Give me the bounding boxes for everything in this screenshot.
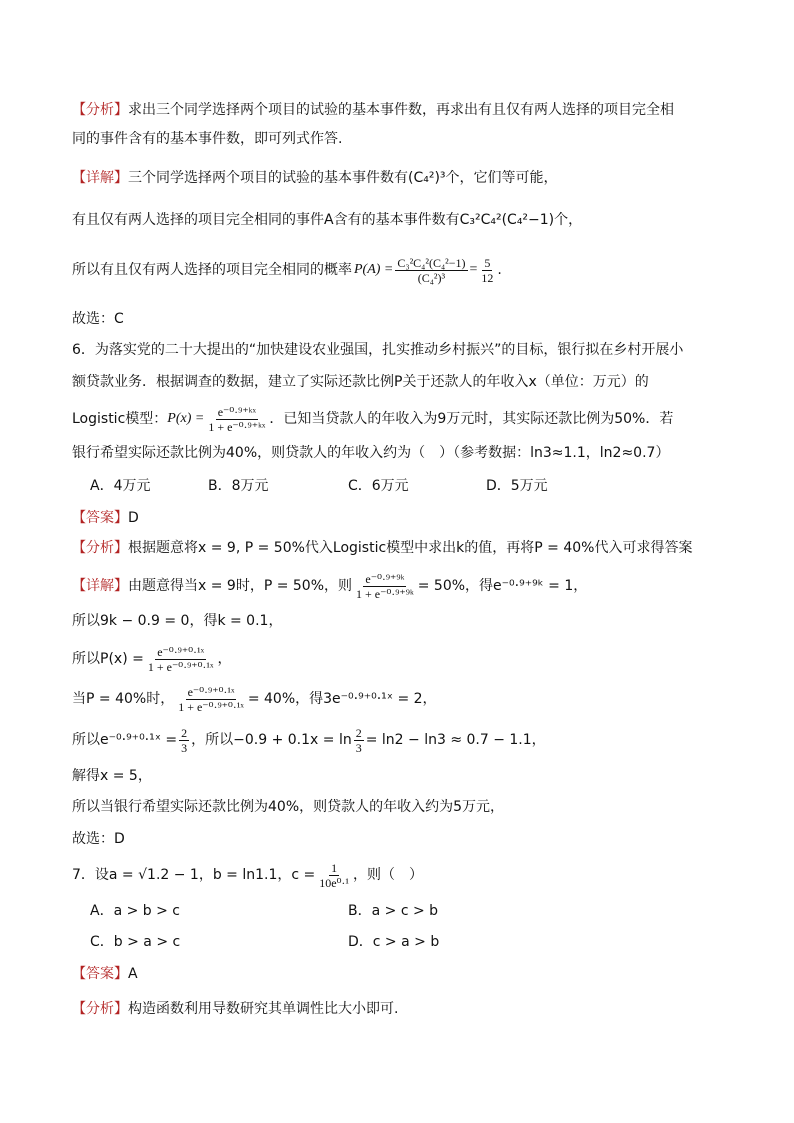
q6-detail-line-6: 解得x = 5，: [72, 768, 152, 784]
model-fraction: [206, 405, 267, 434]
q5-detail-line-1: [72, 168, 558, 188]
q6-detail-line-7: 所以当银行希望实际还款比例为40%，则贷款人的年收入约为5万元，: [72, 799, 505, 815]
answer-value: A: [128, 966, 138, 982]
q6-detail-line-1: [72, 566, 587, 606]
stem-text: ，则（ ）: [353, 867, 423, 883]
q6-detail-line-4: [72, 678, 437, 720]
detail-fraction: [176, 685, 246, 714]
probability-lhs: P(A) =: [354, 262, 394, 277]
answer-tag: 【答案】: [72, 966, 128, 982]
detail-tag: 【详解】: [72, 578, 128, 594]
q5-detail-line-2: 有且仅有两人选择的项目完全相同的事件A含有的基本事件数有C₃²C₄²(C₄²−1)个，: [72, 212, 583, 228]
fraction-numerator: C₃²C₄²(C₄²−1): [397, 255, 466, 270]
q7-option-c[interactable]: C．b > a > c: [90, 934, 181, 950]
q5-detail-line-3: [72, 250, 502, 290]
detail-text: = 50%，得e⁻⁰·⁹⁺⁹ᵏ = 1，: [417, 578, 588, 594]
detail-tag: 【详解】: [72, 170, 128, 186]
fraction-denominator: 1 + e⁻⁰·⁹⁺⁰·¹ˣ: [147, 659, 214, 674]
q6-detail-line-5: [72, 720, 546, 760]
stem-text: ．已知当贷款人的年收入为9万元时，其实际还款比例为50%．若: [269, 411, 674, 427]
detail-fraction: [354, 572, 416, 601]
q7-option-d[interactable]: D．c > a > b: [348, 934, 440, 950]
period: .: [497, 262, 502, 278]
stem-fraction: [317, 861, 351, 890]
q6-stem-line-4: 银行希望实际还款比例为40%，则贷款人的年收入约为（ ）（参考数据：ln3≈1.1，ln2≈0.7）: [72, 445, 670, 461]
analysis-text: 构造函数利用导数研究其单调性比大小即可.: [128, 1001, 399, 1017]
q7-analysis-line: [72, 999, 398, 1019]
fraction-numerator: 2: [181, 725, 188, 740]
detail-text: 由题意得当x = 9时，P = 50%，则: [128, 578, 353, 594]
fraction-numerator: e⁻⁰·⁹⁺⁰·¹ˣ: [157, 644, 205, 659]
fraction-denominator: 3: [181, 740, 188, 755]
fraction-denominator: 12: [481, 270, 494, 285]
fraction-numerator: 1: [331, 860, 338, 875]
fraction-denominator: 1 + e⁻⁰·⁹⁺ᵏˣ: [208, 419, 266, 434]
q6-stem-line-2: 额贷款业务．根据调查的数据，建立了实际还款比例P关于还款人的年收入x（单位：万元）的: [72, 374, 649, 390]
detail-fraction: [354, 726, 364, 755]
fraction-denominator: 1 + e⁻⁰·⁹⁺⁹ᵏ: [356, 586, 414, 601]
q6-answer: 故选：D: [72, 831, 125, 847]
q5-analysis-line-1: [72, 100, 674, 120]
detail-text: ，所以−0.9 + 0.1x = ln: [191, 732, 352, 748]
q5-answer: 故选：C: [72, 311, 124, 327]
q6-option-a[interactable]: A．4万元: [90, 478, 151, 494]
detail-fraction: [146, 645, 216, 674]
answer-value: D: [128, 510, 139, 526]
q6-option-d[interactable]: D．5万元: [486, 478, 548, 494]
stem-text: 7．设a = √1.2 − 1，b = ln1.1，c =: [72, 867, 316, 883]
fraction-numerator: e⁻⁰·⁹⁺⁰·¹ˣ: [187, 684, 235, 699]
fraction-denominator: 10e⁰·¹: [319, 875, 349, 890]
q6-answer-line: [72, 508, 139, 528]
q6-option-c[interactable]: C．6万元: [348, 478, 409, 494]
analysis-tag: 【分析】: [72, 102, 128, 118]
analysis-tag: 【分析】: [72, 1001, 128, 1017]
fraction-numerator: 2: [355, 725, 362, 740]
detail-text: 三个同学选择两个项目的试验的基本事件数有(C₄²)³个，它们等可能，: [128, 170, 558, 186]
fraction-denominator: 1 + e⁻⁰·⁹⁺⁰·¹ˣ: [178, 699, 244, 714]
probability-fraction: [395, 256, 467, 285]
detail-text: 所以P(x) =: [72, 651, 144, 667]
result-fraction: [479, 256, 495, 285]
fraction-denominator: 3: [355, 740, 362, 755]
q6-stem-line-3: [72, 400, 673, 438]
detail-text: = 40%，得3e⁻⁰·⁹⁺⁰·¹ˣ = 2，: [247, 691, 437, 707]
stem-text: Logistic模型：: [72, 411, 168, 427]
analysis-text: 求出三个同学选择两个项目的试验的基本事件数，再求出有且仅有两人选择的项目完全相: [128, 102, 674, 118]
q6-stem-line-1: 6．为落实党的二十大提出的“加快建设农业强国，扎实推动乡村振兴”的目标，银行拟在乡村开展小: [72, 342, 684, 358]
analysis-text: 根据题意将x = 9, P = 50%代入Logistic模型中求出k的值，再将P = 40%代入可求得答案: [128, 540, 693, 556]
detail-text: ，: [217, 651, 232, 667]
fraction-numerator: 5: [484, 255, 491, 270]
q6-detail-line-3: [72, 638, 231, 680]
detail-text: 所以有且仅有两人选择的项目完全相同的概率: [72, 262, 352, 278]
q7-option-b[interactable]: B．a > c > b: [348, 903, 439, 919]
q7-answer-line: [72, 964, 138, 984]
detail-text: = ln2 − ln3 ≈ 0.7 − 1.1，: [365, 732, 546, 748]
answer-tag: 【答案】: [72, 510, 128, 526]
detail-text: 当P = 40%时，: [72, 691, 175, 707]
equals-sign: =: [469, 262, 478, 277]
fraction-denominator: (C₄²)³: [417, 270, 446, 285]
q7-stem: [72, 854, 423, 896]
q5-analysis-line-2: 同的事件含有的基本事件数，即可列式作答.: [72, 131, 343, 147]
detail-fraction: [179, 726, 189, 755]
model-lhs: P(x) =: [167, 411, 205, 426]
q6-analysis-line: [72, 538, 692, 558]
q6-option-b[interactable]: B．8万元: [208, 478, 269, 494]
detail-text: 所以e⁻⁰·⁹⁺⁰·¹ˣ =: [72, 732, 178, 748]
analysis-tag: 【分析】: [72, 540, 128, 556]
fraction-numerator: e⁻⁰·⁹⁺ᵏˣ: [217, 404, 256, 419]
q7-option-a[interactable]: A．a > b > c: [90, 903, 181, 919]
q6-detail-line-2: 所以9k − 0.9 = 0，得k = 0.1，: [72, 613, 283, 629]
fraction-numerator: e⁻⁰·⁹⁺⁹ᵏ: [365, 571, 405, 586]
